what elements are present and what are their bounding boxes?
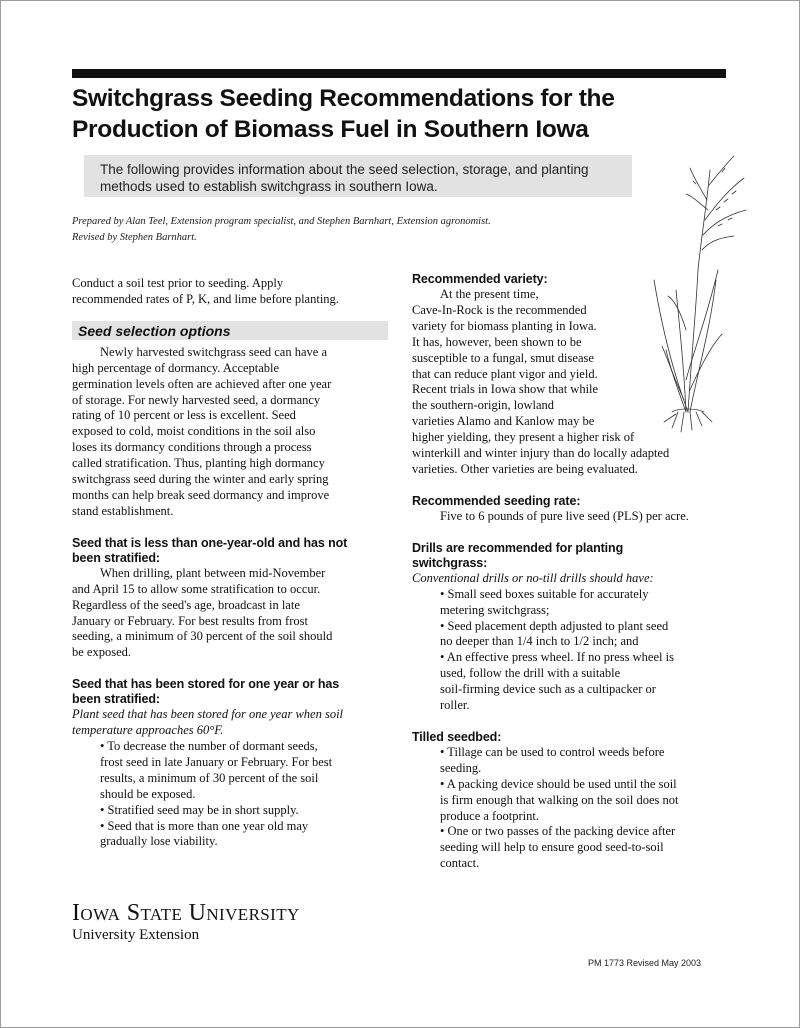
text-line: switchgrass seed during the winter and early spring (72, 472, 329, 487)
summary-box (84, 155, 632, 197)
bullet-line: • Seed placement depth adjusted to plant seed (440, 618, 669, 633)
text-line: Plant seed that has been stored for one year when soil (72, 707, 344, 722)
heading-line: Seed that is less than one-year-old and has not (72, 535, 348, 550)
section-heading: Seed selection options (72, 321, 388, 340)
title-line: Switchgrass Seeding Recommendations for the (72, 85, 615, 112)
text-line: loses its dormancy conditions through a process (72, 440, 312, 455)
text-line: that can reduce plant vigor and yield. (412, 366, 598, 381)
right-column (412, 272, 728, 872)
bullet-line: • An effective press wheel. If no press wheel is (440, 650, 674, 665)
text-line: stand establishment. (72, 503, 174, 518)
text-line: be exposed. (72, 645, 132, 660)
subsection-heading (72, 536, 388, 566)
subsection-heading: Tilled seedbed: (412, 729, 502, 744)
bullet-line: • Stratified seed may be in short supply. (100, 802, 299, 817)
text-line: Five to 6 pounds of pure live seed (PLS) per acre. (440, 508, 689, 523)
drills-bullets (412, 587, 728, 714)
summary-line: The following provides information about the seed selection, storage, and planting (100, 162, 589, 177)
subsection-heading (72, 677, 388, 707)
bullet-line: • A packing device should be used until the soil (440, 776, 677, 791)
text-line: higher yielding, they present a higher risk of (412, 430, 635, 445)
seed-selection-paragraph (72, 345, 388, 520)
drills-intro (412, 571, 728, 587)
bullet-line: • Tillage can be used to control weeds before (440, 744, 665, 759)
subsection-heading: Recommended variety: (412, 272, 548, 286)
stored-year-intro (72, 707, 388, 739)
text-line: germination levels often are achieved after one year (72, 376, 332, 391)
heading-line: Seed that has been stored for one year or has (72, 677, 340, 692)
heading-line: been stratified: (72, 692, 160, 707)
text-line: susceptible to a fungal, smut disease (412, 350, 594, 365)
bullet-line: • One or two passes of the packing device after (440, 824, 676, 839)
rate-paragraph (412, 509, 728, 525)
bullet-line: gradually lose viability. (100, 834, 218, 849)
subsection-heading: Recommended seeding rate: (412, 493, 581, 508)
bullet-line: contact. (440, 856, 480, 871)
text-line: rating of 10 percent or less is excellent. Seed (72, 408, 296, 423)
authors-note (72, 214, 612, 246)
bullet-line: • Small seed boxes suitable for accurately (440, 586, 649, 601)
text-line: recommended rates of P, K, and lime before planting. (72, 291, 339, 306)
bullet-line: • Seed that is more than one year old may (100, 818, 309, 833)
text-line: Recent trials in Iowa show that while (412, 382, 599, 397)
bullet-line: frost seed in late January or February. For best (100, 754, 333, 769)
publication-number: PM 1773 Revised May 2003 (588, 958, 702, 968)
bullet-line: • To decrease the number of dormant seeds, (100, 739, 318, 754)
bullet-line: seeding. (440, 760, 482, 775)
extension-name: University Extension (72, 927, 200, 943)
tilled-bullets (412, 745, 728, 872)
text-line: When drilling, plant between mid-November (100, 565, 326, 580)
bullet-line: produce a footprint. (440, 808, 539, 823)
spacer (72, 661, 388, 677)
university-logo (72, 900, 300, 945)
bullet-line: seeding will help to ensure good seed-to-soil (440, 840, 664, 855)
text-line: of storage. For newly harvested seed, a dormancy (72, 392, 321, 407)
bullet-line: metering switchgrass; (440, 602, 550, 617)
university-name: Iowa State University (72, 900, 300, 926)
text-line: variety for biomass planting in Iowa. (412, 318, 597, 333)
text-line: winterkill and winter injury than do locally adapted (412, 446, 670, 461)
text-line: January or February. For best results from frost (72, 613, 308, 628)
heading-line: been stratified: (72, 550, 160, 565)
bullet-line: no deeper than 1/4 inch to 1/2 inch; and (440, 634, 639, 649)
authors-line: Prepared by Alan Teel, Extension program specialist, and Stephen Barnhart, Extension agronomist. (72, 216, 491, 227)
bullet-line: results, a minimum of 30 percent of the soil (100, 770, 319, 785)
less-than-year-paragraph (72, 566, 388, 661)
text-line: Cave-In-Rock is the recommended (412, 302, 587, 317)
page-title (72, 83, 722, 145)
text-line: varieties Alamo and Kanlow may be (412, 414, 595, 429)
heading-line: Drills are recommended for planting (412, 540, 624, 555)
bullet-line: should be exposed. (100, 786, 196, 801)
subsection-heading (412, 541, 728, 571)
heading-line: switchgrass: (412, 555, 488, 570)
bullet-line: used, follow the drill with a suitable (440, 666, 621, 681)
text-line: Newly harvested switchgrass seed can have a (100, 344, 327, 359)
text-line: the southern-origin, lowland (412, 398, 554, 413)
stored-year-bullets (72, 739, 388, 850)
spacer (412, 525, 728, 541)
text-line: exposed to cold, moist conditions in the soil also (72, 424, 316, 439)
authors-line: Revised by Stephen Barnhart. (72, 232, 197, 243)
left-column (72, 276, 388, 850)
text-line: It has, however, been shown to be (412, 334, 582, 349)
spacer (412, 478, 728, 494)
text-line: seeding, a minimum of 30 percent of the soil should (72, 629, 333, 644)
text-line: months can help break seed dormancy and improve (72, 487, 330, 502)
text-line: varieties. Other varieties are being evaluated. (412, 461, 638, 476)
variety-paragraph (412, 287, 728, 478)
bullet-line: soil-firming device such as a cultipacker or (440, 682, 656, 697)
text-line: high percentage of dormancy. Acceptable (72, 360, 280, 375)
text-line: Regardless of the seed's age, broadcast in late (72, 597, 300, 612)
text-line: Conduct a soil test prior to seeding. Apply (72, 276, 284, 290)
summary-line: methods used to establish switchgrass in southern Iowa. (100, 179, 438, 194)
intro-paragraph (72, 276, 388, 308)
text-line: Conventional drills or no-till drills should have: (412, 570, 654, 585)
bullet-line: is firm enough that walking on the soil does not (440, 792, 679, 807)
text-line: called stratification. Thus, planting high dormancy (72, 456, 325, 471)
text-line: and April 15 to allow some stratification to occur. (72, 581, 321, 596)
header-rule (72, 69, 726, 78)
spacer (412, 714, 728, 730)
title-line: Production of Biomass Fuel in Southern Iowa (72, 116, 589, 143)
spacer (72, 520, 388, 536)
text-line: At the present time, (440, 287, 539, 301)
text-line: temperature approaches 60°F. (72, 723, 224, 738)
bullet-line: roller. (440, 698, 470, 713)
